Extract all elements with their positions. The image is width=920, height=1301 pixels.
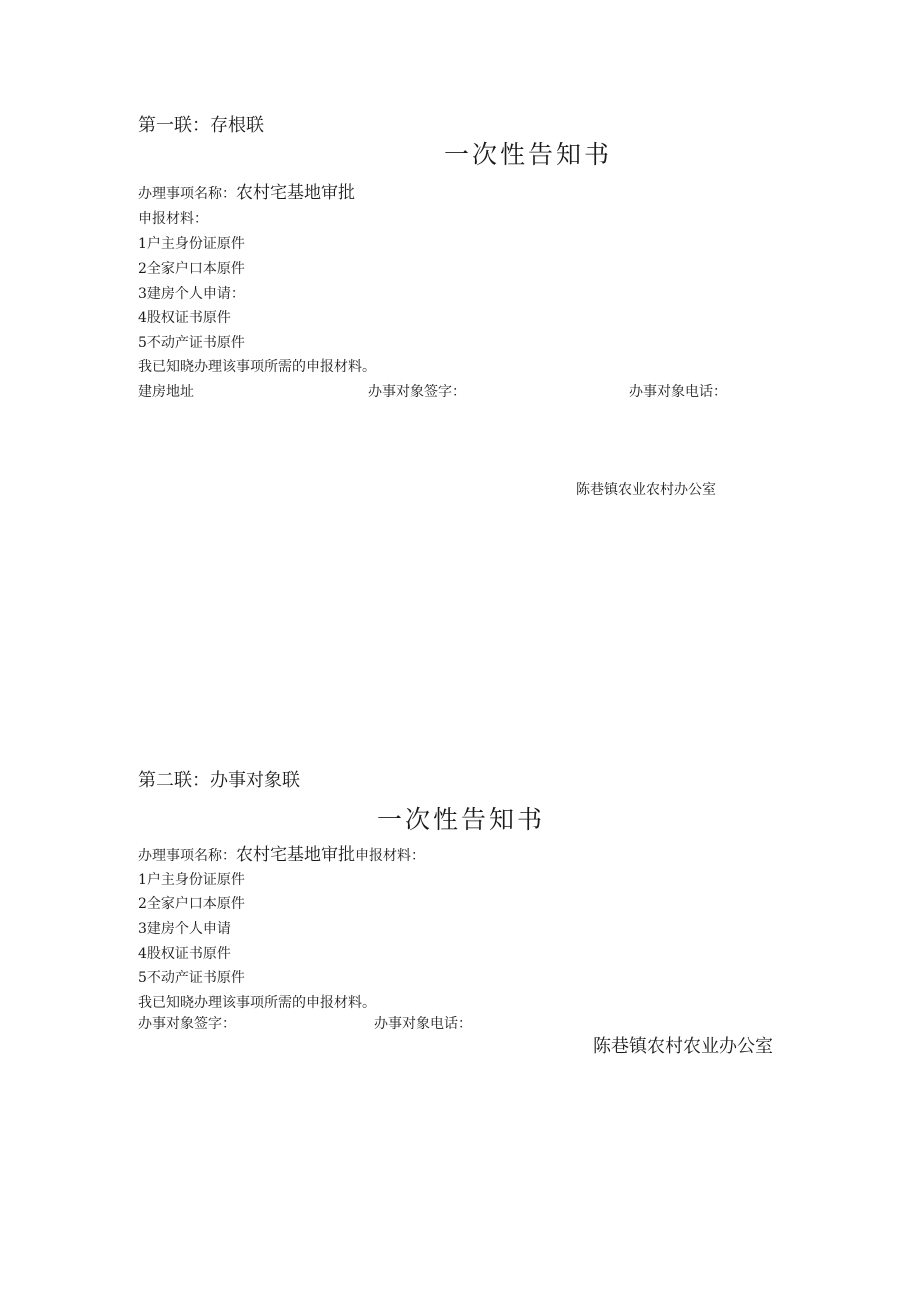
section1-office: 陈巷镇农业农村办公室 [576,482,716,498]
section1-item-name [138,185,355,202]
section1-materials-label: 申报材料： [138,211,208,227]
section1-material-5: 5不动产证书原件 [138,335,245,351]
section2-material-2: 2全家户口本原件 [138,896,245,912]
section2-signature-label: 办事对象签字： [138,1016,236,1032]
section1-phone-label: 办事对象电话： [629,384,727,400]
section1-material-1: 1户主身份证原件 [138,236,245,252]
section1-acknowledgement: 我已知晓办理该事项所需的申报材料。 [138,359,376,375]
section2-item-name [138,847,425,864]
section2-material-3: 3建房个人申请 [138,921,231,937]
section1-title: 一次性告知书 [444,140,613,169]
section2-label: 第二联：办事对象联 [138,770,300,791]
section1-signature-label: 办事对象签字： [368,384,466,400]
section2-phone-label: 办事对象电话： [374,1016,472,1032]
section1-address-label: 建房地址 [138,384,194,400]
section1-material-3: 3建房个人申请： [138,286,245,302]
section1-item-name-label: 办理事项名称： [138,186,236,202]
section2-item-name-value: 农村宅基地审批 [236,845,355,865]
section1-material-4: 4股权证书原件 [138,310,231,326]
section2-acknowledgement: 我已知晓办理该事项所需的申报材料。 [138,995,376,1011]
section1-material-2: 2全家户口本原件 [138,261,245,277]
section2-materials-label: 申报材料： [355,848,425,864]
section2-material-1: 1户主身份证原件 [138,872,245,888]
section1-label: 第一联：存根联 [138,115,264,136]
section2-title: 一次性告知书 [377,805,546,834]
section2-item-name-label: 办理事项名称： [138,848,236,864]
section1-item-name-value: 农村宅基地审批 [236,183,355,203]
section2-office: 陈巷镇农村农业办公室 [593,1036,773,1057]
section2-material-5: 5不动产证书原件 [138,970,245,986]
section2-material-4: 4股权证书原件 [138,946,231,962]
